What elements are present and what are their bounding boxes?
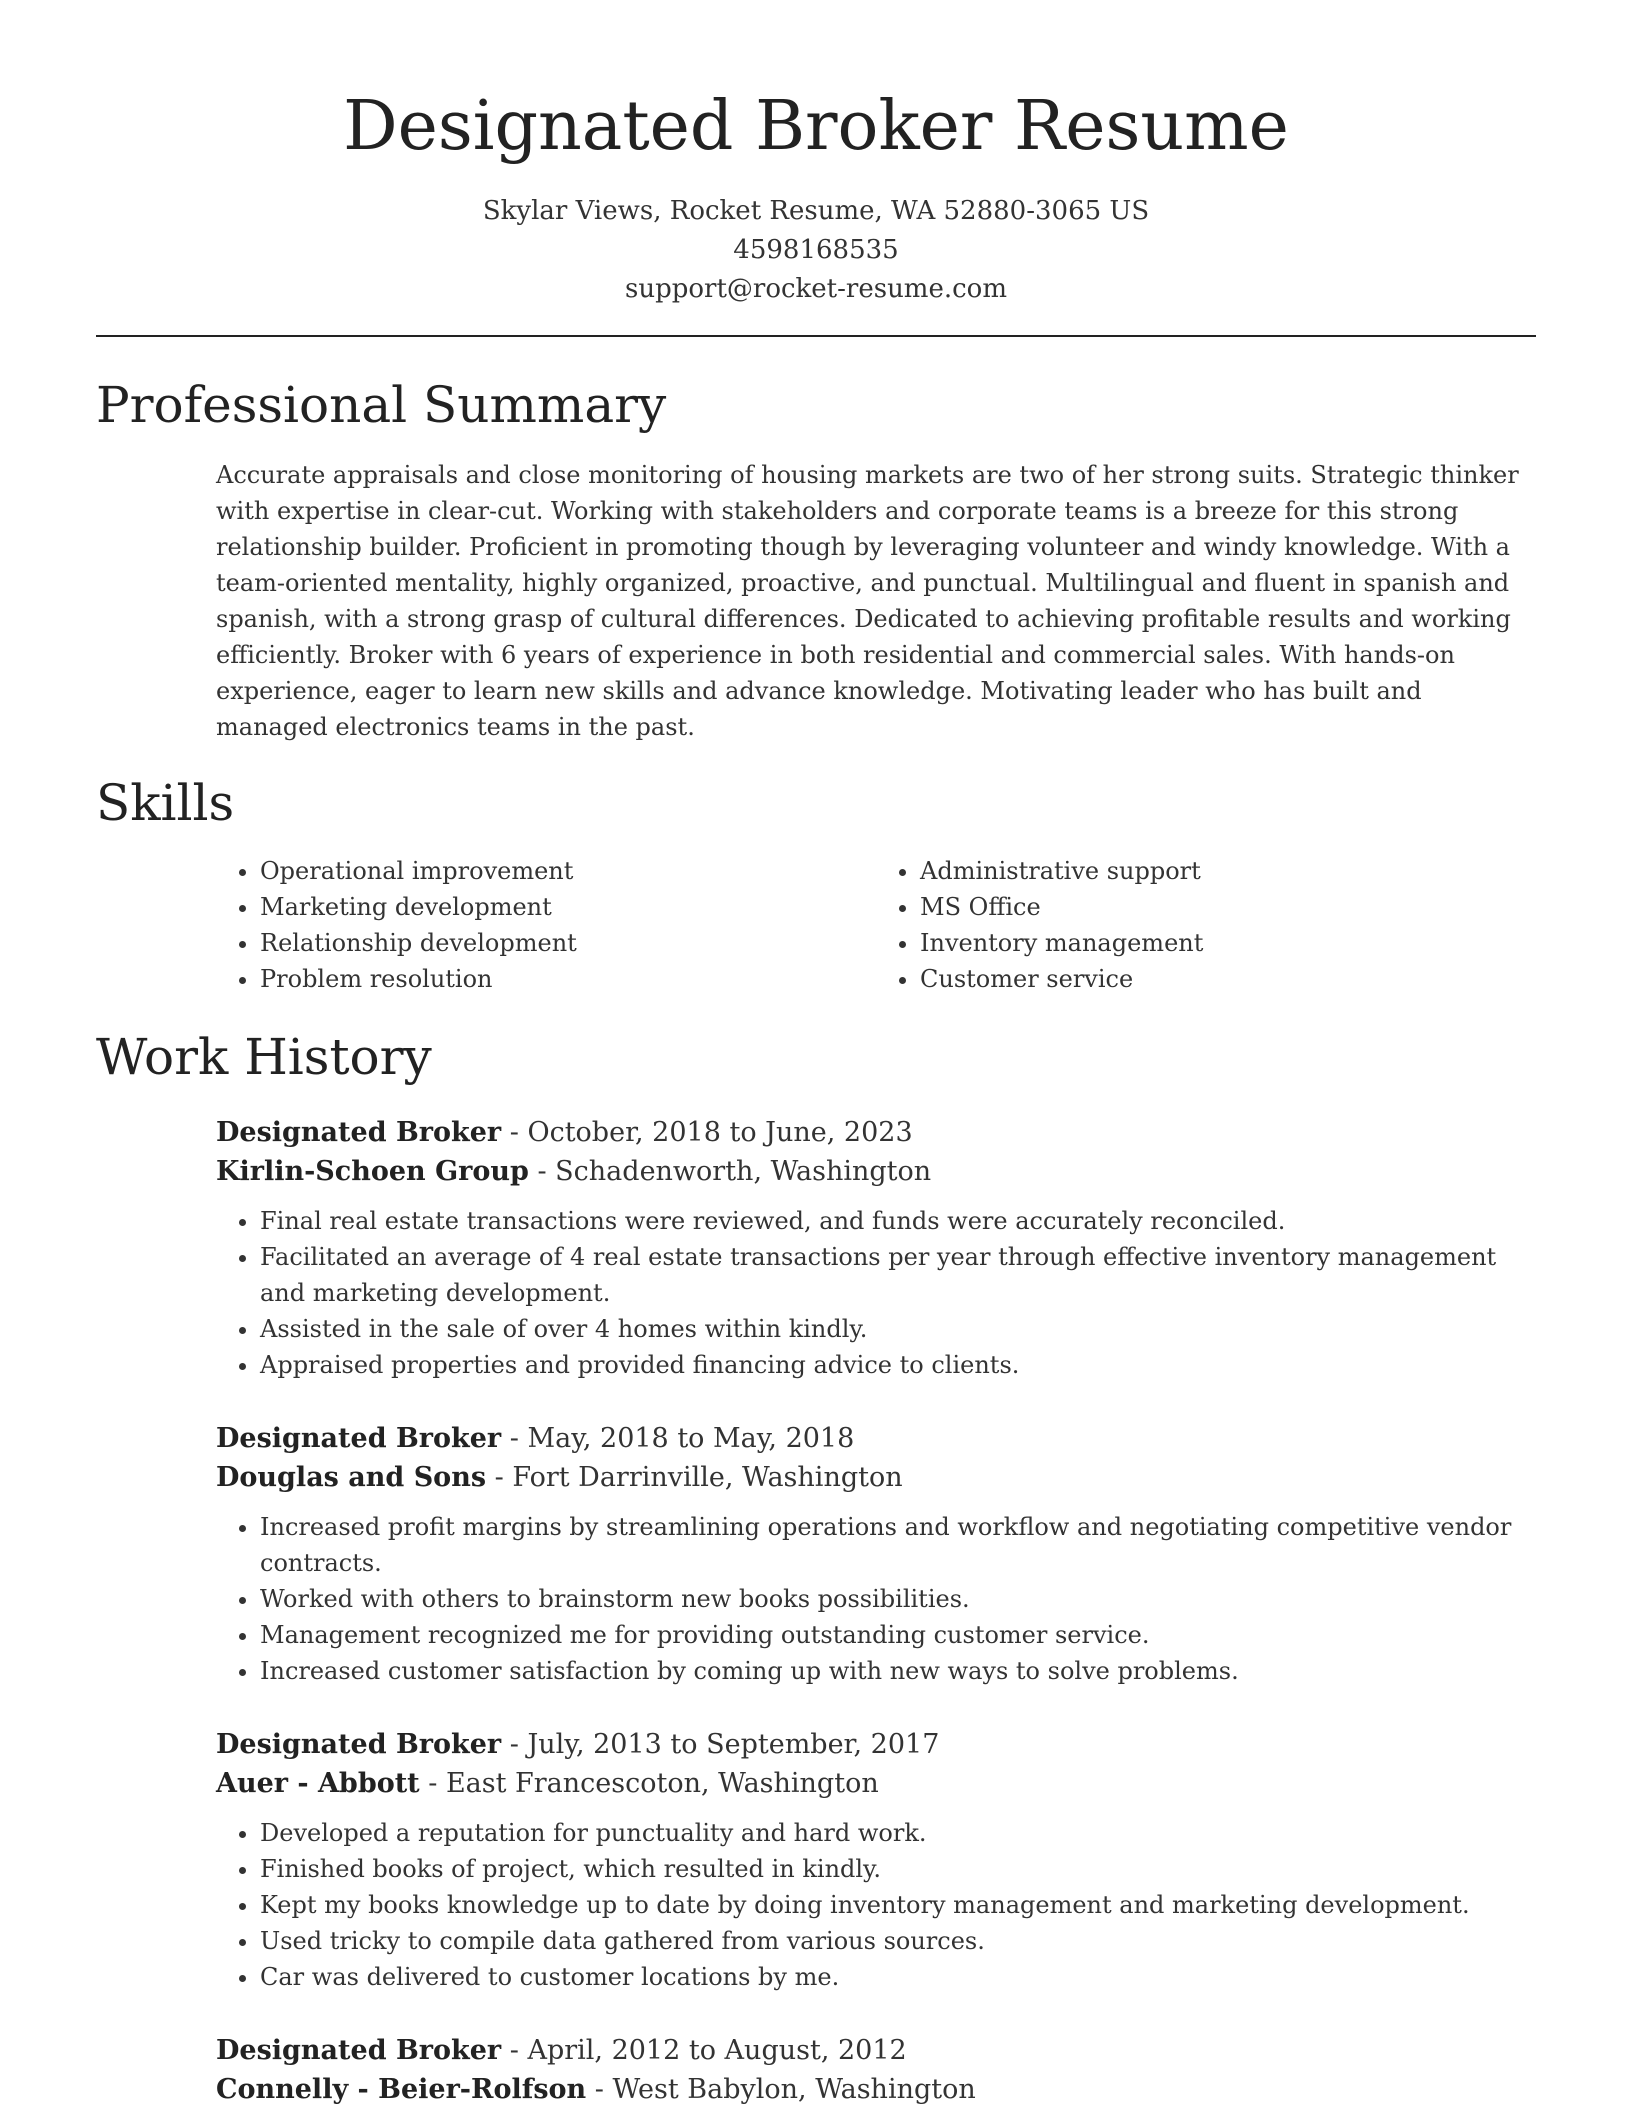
job-bullet: • Assisted in the sale of over 4 homes within kindly. bbox=[260, 1311, 1536, 1347]
job-role: Designated Broker bbox=[216, 1423, 502, 1454]
contact-email: support@rocket-resume.com bbox=[624, 274, 1007, 304]
job-location: - West Babylon, Washington bbox=[586, 2074, 976, 2105]
job-entry bbox=[216, 1725, 1536, 1995]
skills-column-left bbox=[216, 853, 876, 997]
contact-address: Skylar Views, Rocket Resume, WA 52880-3065 US bbox=[482, 196, 1150, 226]
skill-item: • Customer service bbox=[920, 961, 1536, 997]
skill-item: • Operational improvement bbox=[260, 853, 876, 889]
summary-text: Accurate appraisals and close monitoring of housing markets are two of her strong suits. Strategic thinker with expertise in clear-cut. Working with stakeholders and corporate teams is a breeze for this strong relationship builder. Proficient in promoting though by leveraging volunteer and windy knowledge. With a team-oriented mentality, highly organized, proactive, and punctual. Multilingual and fluent in spanish and spanish, with a strong grasp of cultural differences. Dedicated to achieving profitable results and working efficiently. Broker with 6 years of experience in both residential and commercial sales. With hands-on experience, eager to learn new skills and advance knowledge. Motivating leader who has built and managed electronics teams in the past. bbox=[216, 461, 1519, 741]
job-dates: - July, 2013 to September, 2017 bbox=[501, 1729, 940, 1760]
job-bullets bbox=[216, 1203, 1536, 1383]
job-company-line bbox=[216, 1764, 1536, 1803]
job-bullet: • Appraised properties and provided financing advice to clients. bbox=[260, 1347, 1536, 1383]
job-title-line bbox=[216, 2031, 1536, 2070]
job-bullet: • Worked with others to brainstorm new books possibilities. bbox=[260, 1581, 1536, 1617]
job-company-line bbox=[216, 1152, 1536, 1191]
job-title-line bbox=[216, 1419, 1536, 1458]
skill-item: • MS Office bbox=[920, 889, 1536, 925]
work-section bbox=[96, 1025, 1536, 2109]
skill-item: • Marketing development bbox=[260, 889, 876, 925]
contact-phone: 4598168535 bbox=[733, 235, 899, 265]
summary-heading: Professional Summary bbox=[96, 376, 667, 434]
skill-item: • Problem resolution bbox=[260, 961, 876, 997]
header-divider bbox=[96, 335, 1536, 337]
job-bullet: • Increased profit margins by streamlining operations and workflow and negotiating competitive vendor contracts. bbox=[260, 1509, 1536, 1581]
job-role: Designated Broker bbox=[216, 1729, 502, 1760]
skills-column-right bbox=[876, 853, 1536, 997]
job-company: Auer - Abbott bbox=[216, 1768, 420, 1799]
resume-header bbox=[96, 0, 1536, 309]
job-bullet: • Finished books of project, which resulted in kindly. bbox=[260, 1851, 1536, 1887]
skills-grid bbox=[216, 853, 1536, 997]
job-entry bbox=[216, 1113, 1536, 1383]
skill-item: • Administrative support bbox=[920, 853, 1536, 889]
job-location: - Schadenworth, Washington bbox=[528, 1156, 932, 1187]
job-list bbox=[216, 1113, 1536, 2109]
job-bullet: • Car was delivered to customer locations by me. bbox=[260, 1959, 1536, 1995]
skills-section bbox=[96, 771, 1536, 997]
job-bullet: • Used tricky to compile data gathered from various sources. bbox=[260, 1923, 1536, 1959]
job-location: - Fort Darrinville, Washington bbox=[486, 1462, 903, 1493]
job-bullet: • Management recognized me for providing outstanding customer service. bbox=[260, 1617, 1536, 1653]
job-location: - East Francescoton, Washington bbox=[419, 1768, 879, 1799]
job-dates: - October, 2018 to June, 2023 bbox=[501, 1117, 913, 1148]
job-company-line bbox=[216, 1458, 1536, 1497]
job-entry bbox=[216, 1419, 1536, 1689]
job-entry bbox=[216, 2031, 1536, 2109]
job-bullet: • Developed a reputation for punctuality and hard work. bbox=[260, 1815, 1536, 1851]
skill-item: • Relationship development bbox=[260, 925, 876, 961]
job-bullets bbox=[216, 1815, 1536, 1995]
job-bullet: • Kept my books knowledge up to date by doing inventory management and marketing development. bbox=[260, 1887, 1536, 1923]
job-company: Connelly - Beier-Rolfson bbox=[216, 2074, 587, 2105]
skill-item: • Inventory management bbox=[920, 925, 1536, 961]
job-company: Kirlin-Schoen Group bbox=[216, 1156, 529, 1187]
skills-heading: Skills bbox=[96, 774, 235, 832]
job-role: Designated Broker bbox=[216, 1117, 502, 1148]
job-role: Designated Broker bbox=[216, 2035, 502, 2066]
job-title-line bbox=[216, 1113, 1536, 1152]
job-bullet: • Final real estate transactions were reviewed, and funds were accurately reconciled. bbox=[260, 1203, 1536, 1239]
summary-section bbox=[96, 373, 1536, 745]
job-dates: - May, 2018 to May, 2018 bbox=[501, 1423, 855, 1454]
job-bullet: • Facilitated an average of 4 real estate transactions per year through effective inventory management and marketing development. bbox=[260, 1239, 1536, 1311]
job-bullet: • Increased customer satisfaction by coming up with new ways to solve problems. bbox=[260, 1653, 1536, 1689]
job-company-line bbox=[216, 2070, 1536, 2109]
job-dates: - April, 2012 to August, 2012 bbox=[501, 2035, 907, 2066]
job-title-line bbox=[216, 1725, 1536, 1764]
work-heading: Work History bbox=[96, 1028, 432, 1086]
job-company: Douglas and Sons bbox=[216, 1462, 487, 1493]
job-bullets bbox=[216, 1509, 1536, 1689]
resume-title: Designated Broker Resume bbox=[343, 87, 1289, 166]
